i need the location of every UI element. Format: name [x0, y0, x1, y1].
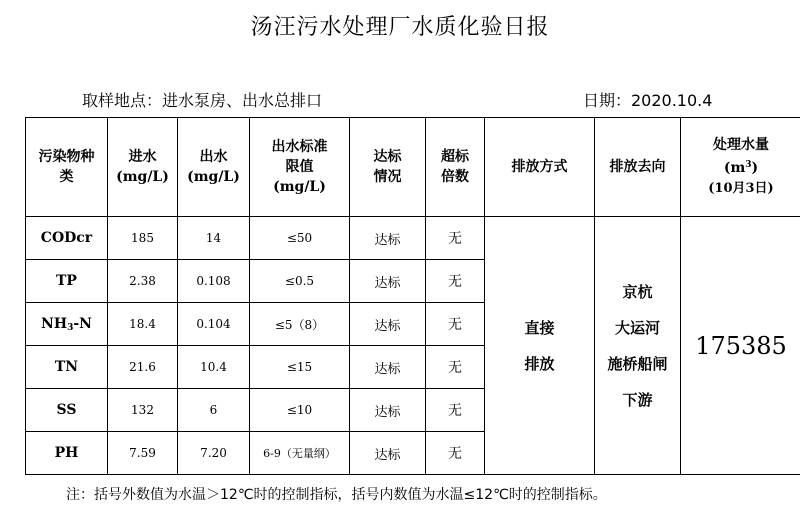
page-title: 汤汪污水处理厂水质化验日报 [250, 15, 550, 40]
status-cell: 达标 [350, 303, 426, 346]
header-outflow: 出水 (mg/L) [178, 118, 250, 217]
header-limit: 出水标准限值 (mg/L) [250, 118, 350, 217]
param-cell: $NH_3-N$ [26, 303, 108, 346]
exceed-cell: 无 [426, 346, 485, 389]
outflow-cell: 10.4 [178, 346, 250, 389]
discharge-direction-cell: 京杭 大运河 施桥船闸 下游 [595, 217, 681, 475]
footnote: 注：括号外数值为水温＞12℃时的控制指标，括号内数值为水温≤12℃时的控制指标。 [66, 487, 607, 503]
limit-cell: 6-9（无量纲） [250, 432, 350, 475]
exceed-cell: 无 [426, 217, 485, 260]
status-cell: 达标 [350, 217, 426, 260]
header-method: 排放方式 [485, 118, 595, 217]
limit-cell: ≤15 [250, 346, 350, 389]
header-exceed: 超标倍数 [426, 118, 485, 217]
header-pollutant: 污染物种类 [26, 118, 108, 217]
outflow-cell: 0.108 [178, 260, 250, 303]
inflow-cell: 185 [108, 217, 178, 260]
param-cell: CODcr [26, 217, 108, 260]
header-volume: 处理水量 $(m^3)$ (10月3日) [681, 118, 800, 217]
table-row [26, 217, 800, 260]
status-cell: 达标 [350, 260, 426, 303]
param-cell: TP [26, 260, 108, 303]
param-cell: SS [26, 389, 108, 432]
outflow-cell: 7.20 [178, 432, 250, 475]
outflow-cell: 14 [178, 217, 250, 260]
exceed-cell: 无 [426, 432, 485, 475]
report-date: 日期：2020.10.4 [583, 91, 713, 110]
exceed-cell: 无 [426, 303, 485, 346]
inflow-cell: 21.6 [108, 346, 178, 389]
status-cell: 达标 [350, 432, 426, 475]
param-cell: PH [26, 432, 108, 475]
inflow-cell: 7.59 [108, 432, 178, 475]
status-cell: 达标 [350, 389, 426, 432]
param-cell: TN [26, 346, 108, 389]
header-inflow: 进水 (mg/L) [108, 118, 178, 217]
header-direction: 排放去向 [595, 118, 681, 217]
limit-cell: ≤50 [250, 217, 350, 260]
limit-cell: ≤10 [250, 389, 350, 432]
outflow-cell: 6 [178, 389, 250, 432]
limit-cell: ≤0.5 [250, 260, 350, 303]
status-cell: 达标 [350, 346, 426, 389]
exceed-cell: 无 [426, 260, 485, 303]
outflow-cell: 0.104 [178, 303, 250, 346]
inflow-cell: 132 [108, 389, 178, 432]
limit-cell: ≤5（8） [250, 303, 350, 346]
inflow-cell: 18.4 [108, 303, 178, 346]
inflow-cell: 2.38 [108, 260, 178, 303]
treated-volume-cell: 175385 [681, 217, 800, 475]
header-status: 达标情况 [350, 118, 426, 217]
header-row [26, 118, 800, 217]
exceed-cell: 无 [426, 389, 485, 432]
discharge-method-cell: 直接 排放 [485, 217, 595, 475]
water-quality-table [25, 117, 800, 475]
sampling-location: 取样地点：进水泵房、出水总排口 [82, 91, 323, 110]
